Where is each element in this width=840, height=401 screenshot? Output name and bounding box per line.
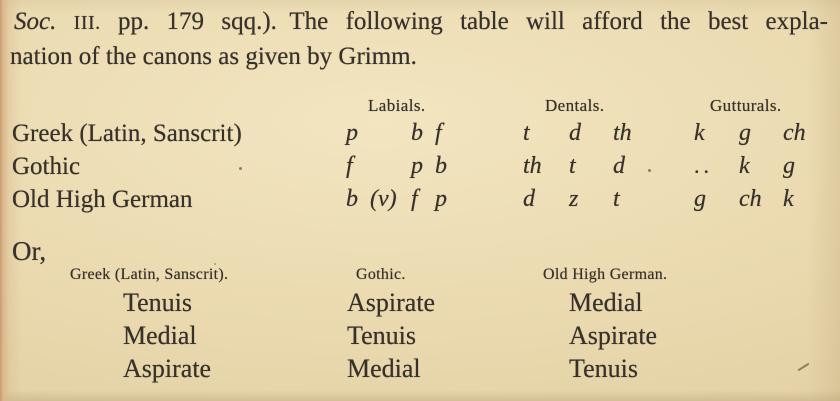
table1-cell: d — [569, 120, 581, 146]
table1-cell: th — [523, 153, 542, 179]
paragraph-line-2: nation of the canons as given by Grimm. — [10, 43, 417, 70]
table2-cell: Aspirate — [569, 321, 658, 350]
table1-cell: (v) — [370, 186, 397, 212]
table1-cell: t — [613, 186, 620, 212]
table2-cell: Medial — [123, 321, 197, 350]
table2-cell: Medial — [347, 354, 421, 383]
scan-speck — [214, 263, 216, 265]
table1-cell: f — [411, 186, 418, 212]
citation-volume: III. — [73, 12, 101, 34]
table1-cell: th — [613, 120, 632, 146]
table2-header-old-high-german: Old High German. — [543, 266, 668, 283]
or-label: Or, — [12, 236, 47, 266]
table1-cell: b — [435, 153, 447, 179]
table1-cell: ch — [783, 120, 806, 146]
table1-cell: t — [569, 153, 576, 179]
table1-cell: f — [435, 120, 442, 146]
paragraph-line-1-text: pp. 179 sqq.). The following table will afford the best expla- — [117, 8, 829, 35]
table2-row-3 — [0, 354, 840, 386]
table2-row-2 — [0, 321, 840, 353]
citation-abbrev: Soc. — [14, 8, 57, 35]
table2-row-1 — [0, 288, 840, 320]
table1-header-labials: Labials. — [368, 96, 426, 115]
table1-cell: ch — [739, 186, 762, 212]
table1-cell: z — [569, 186, 579, 212]
table2-cell: Tenuis — [569, 354, 638, 383]
table1-cell: g — [739, 120, 751, 146]
table1-cell: f — [346, 153, 353, 179]
table1-row-label: Old High German — [12, 186, 193, 213]
table1-cell: b — [411, 120, 423, 146]
table1-row-old-high-german — [0, 186, 840, 216]
table1-cell: b — [346, 186, 358, 212]
scan-speck — [239, 167, 242, 170]
table1-cell: p — [411, 153, 423, 179]
table2-cell: Aspirate — [123, 354, 212, 383]
table2-header-gothic: Gothic. — [356, 266, 406, 283]
table1-cell: d — [523, 186, 535, 212]
table1-cell: p — [346, 120, 358, 146]
paragraph-line-1 — [14, 8, 828, 36]
scan-speck — [648, 169, 651, 172]
table2-cell: Aspirate — [347, 288, 436, 317]
table1-cell: g — [783, 153, 795, 179]
table1-cell: t — [523, 120, 530, 146]
table1-row-greek — [0, 120, 840, 150]
table1-cell: k — [783, 186, 794, 212]
table1-header-gutturals: Gutturals. — [710, 96, 782, 115]
table1-cell: k — [739, 153, 750, 179]
table1-header-dentals: Dentals. — [545, 96, 605, 115]
table2-cell: Medial — [569, 288, 643, 317]
table1-cell: d — [613, 153, 625, 179]
table2-cell: Tenuis — [123, 288, 192, 317]
table2-cell: Tenuis — [347, 321, 416, 350]
table1-cell: p — [435, 186, 447, 212]
table1-cell-no-equivalent: .. — [694, 153, 713, 178]
table2-header-greek: Greek (Latin, Sanscrit). — [70, 266, 229, 283]
table1-row-label: Greek (Latin, Sanscrit) — [12, 120, 242, 147]
table1-row-label: Gothic — [12, 153, 81, 180]
table1-cell: k — [694, 120, 705, 146]
table1-row-gothic — [0, 153, 840, 183]
table1-cell: g — [694, 186, 706, 212]
